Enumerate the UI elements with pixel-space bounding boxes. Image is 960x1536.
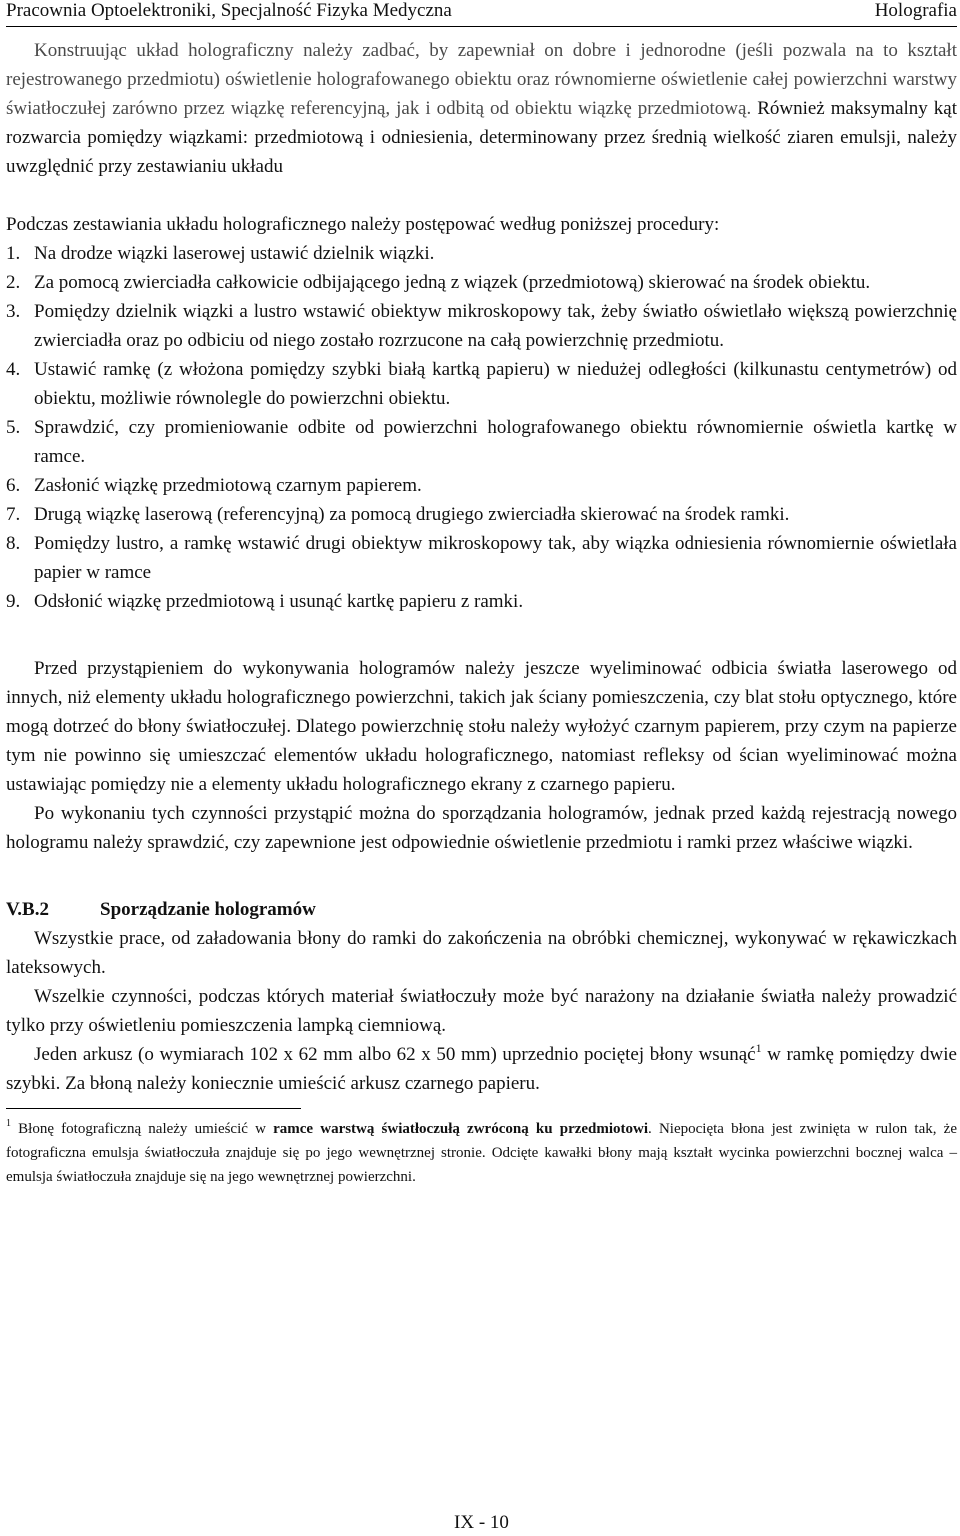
step-number: 2. xyxy=(6,272,21,293)
page-number: IX - 10 xyxy=(454,1512,509,1533)
film-text-before: Jeden arkusz (o wymiarach 102 x 62 mm albo 62 x 50 mm) uprzednio pociętej błony wsunąć xyxy=(34,1044,756,1065)
procedure-step xyxy=(6,413,957,471)
procedure-step xyxy=(6,587,957,616)
section-paragraph-lighting: Wszelkie czynności, podczas których materiał światłoczuły może być narażony na działanie światła należy prowadzić tylko przy oświetleniu pomieszczenia lampką ciemniową. xyxy=(6,986,957,1036)
procedure-steps xyxy=(6,239,957,616)
procedure-step xyxy=(6,297,957,355)
procedure-step xyxy=(6,239,957,268)
step-number: 1. xyxy=(6,243,21,264)
section-heading xyxy=(6,895,957,924)
step-text: Sprawdzić, czy promieniowanie odbite od powierzchni holografowanego obiektu równomiernie oświetla kartkę w ramce. xyxy=(34,417,957,467)
step-number: 4. xyxy=(6,359,21,380)
procedure-step xyxy=(6,529,957,587)
film-text-after: w ramkę pomiędzy dwie szybki. Za błoną należy koniecznie umieścić arkusz czarnego papieru. xyxy=(6,1044,957,1094)
footnote-bold-text: ramce warstwą światłoczułą zwróconą ku przedmiotowi xyxy=(273,1121,649,1137)
intro-paragraph xyxy=(6,36,957,181)
footnote-marker: 1 xyxy=(6,1118,11,1129)
footnote-text-before: Błonę fotograficzną należy umieścić w xyxy=(11,1121,274,1137)
procedure-lead: Podczas zestawiania układu holograficznego należy postępować według poniższej procedury: xyxy=(6,214,720,235)
step-text: Odsłonić wiązkę przedmiotową i usunąć kartkę papieru z ramki. xyxy=(34,591,524,612)
step-number: 9. xyxy=(6,591,21,612)
procedure-step xyxy=(6,500,957,529)
step-number: 6. xyxy=(6,475,21,496)
step-number: 7. xyxy=(6,504,21,525)
step-text: Za pomocą zwierciadła całkowicie odbijającego jedną z wiązek (przedmiotową) skierować na środek obiektu. xyxy=(34,272,871,293)
step-text: Na drodze wiązki laserowej ustawić dzielnik wiązki. xyxy=(34,243,435,264)
footnote-text-after: . Niepocięta błona jest zwinięta w rulon tak, że fotograficzna emulsja światłoczuła znajduje się po jego wewnętrznej stronie. Odcięte kawałki błony mają kształt wycinka powierzchni bocznej walca – emulsja światłoczuła znajduje się na jego wewnętrznej powierzchni. xyxy=(6,1121,957,1185)
footnote xyxy=(6,1117,957,1189)
intro-dark-text: Również maksymalny kąt rozwarcia pomiędzy wiązkami: przedmiotową i odniesienia, determinowany przez średnią wielkość ziaren emulsji, należy uwzględnić przy zestawianiu układu xyxy=(6,98,957,177)
section-number: V.B.2 xyxy=(6,899,49,920)
step-text: Zasłonić wiązkę przedmiotową czarnym papierem. xyxy=(34,475,422,496)
step-number: 8. xyxy=(6,533,21,554)
running-header xyxy=(6,0,957,27)
procedure-step xyxy=(6,355,957,413)
intro-gray-text: Konstruując układ holograficzny należy zadbać, by zapewniał on dobre i jednorodne (jeśli pozwala na to kształt rejestrowanego przedmiotu) oświetlenie holografowanego obiektu oraz równomierne oświetlenie całej powierzchni warstwy światłoczułej zarówno przez wiązkę referencyjną, jak i odbitą od obiektu wiązkę przedmiotową. xyxy=(6,40,957,119)
step-number: 3. xyxy=(6,301,21,322)
step-text: Ustawić ramkę (z włożona pomiędzy szybki białą kartką papieru) w niedużej odległości (kilkunastu centymetrów) od obiektu, możliwie równolegle do powierzchni obiektu. xyxy=(34,359,957,409)
step-number: 5. xyxy=(6,417,21,438)
header-chapter-title: Holografia xyxy=(874,0,957,21)
section-title: Sporządzanie hologramów xyxy=(100,899,316,920)
section-paragraph-gloves: Wszystkie prace, od załadowania błony do ramki do zakończenia na obróbki chemicznej, wykonywać w rękawiczkach lateksowych. xyxy=(6,928,957,978)
header-course-title: Pracownia Optoelektroniki, Specjalność Fizyka Medyczna xyxy=(6,0,452,21)
procedure-step xyxy=(6,268,957,297)
footnote-separator xyxy=(6,1108,301,1109)
paragraph-reflections: Przed przystąpieniem do wykonywania hologramów należy jeszcze wyeliminować odbicia światła laserowego od innych, niż elementy układu holograficznego powierzchni, takich jak ściany pomieszczenia, czy blat stołu optycznego, które mogą dotrzeć do błony światłoczułej. Dlatego powierzchnię stołu należy wyłożyć czarnym papierem, przy czym na papierze tym nie powinno się umieszczać elementów układu holograficznego, natomiast refleksy od ścian wyeliminować można ustawiając pomiędzy nie a elementy układu holograficznego ekrany z czarnego papieru. xyxy=(6,658,957,795)
section-paragraph-film xyxy=(6,1040,957,1098)
step-text: Pomiędzy dzielnik wiązki a lustro wstawić obiektyw mikroskopowy tak, żeby światło oświetlało większą powierzchnię zwierciadła oraz po odbiciu od niego zostało rozrzucone na całą powierzchnię przedmiotu. xyxy=(34,301,957,351)
step-text: Pomiędzy lustro, a ramkę wstawić drugi obiektyw mikroskopowy tak, aby wiązka odniesienia równomiernie oświetlała papier w ramce xyxy=(34,533,957,583)
paragraph-check-illumination: Po wykonaniu tych czynności przystąpić można do sporządzania hologramów, jednak przed każdą rejestracją nowego hologramu należy sprawdzić, czy zapewnione jest odpowiednie oświetlenie przedmiotu i ramki przez właściwe wiązki. xyxy=(6,803,957,853)
step-text: Drugą wiązkę laserową (referencyjną) za pomocą drugiego zwierciadła skierować na środek ramki. xyxy=(34,504,790,525)
document-body xyxy=(6,36,957,1189)
footnote-reference[interactable]: 1 xyxy=(755,1041,762,1055)
procedure-step xyxy=(6,471,957,500)
